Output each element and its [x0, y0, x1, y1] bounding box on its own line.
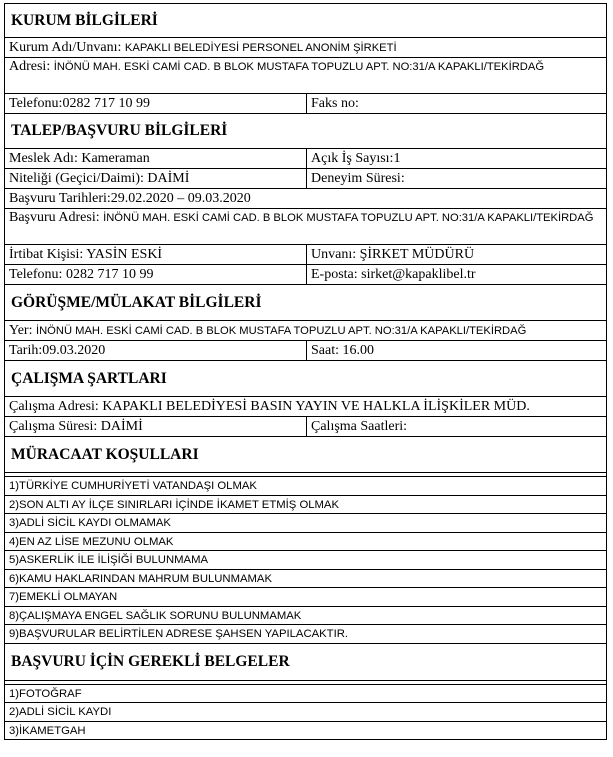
condition-text: 3)ADLİ SİCİL KAYDI OLMAMAK — [9, 517, 171, 529]
condition-text: 9)BAŞVURULAR BELİRTİLEN ADRESE ŞAHSEN YAPILACAKTIR. — [9, 628, 349, 640]
gorusme-saat: Saat: 16.00 — [311, 343, 374, 358]
kurum-telefon: Telefonu:0282 717 10 99 — [5, 94, 307, 113]
job-posting-form — [4, 3, 607, 740]
kurum-faks: Faks no: — [311, 96, 359, 111]
document-text: 2)ADLİ SİCİL KAYDI — [9, 706, 112, 718]
talep-irtibat-row — [5, 245, 606, 265]
kurum-adres-cell — [5, 58, 606, 93]
list-item — [5, 625, 606, 644]
talep-telefon: Telefonu: 0282 717 10 99 — [5, 265, 307, 284]
section-heading-talep — [5, 114, 606, 149]
kurum-adres-label: Adresi: — [9, 59, 51, 74]
kurum-ad-cell — [5, 38, 606, 57]
condition-text: 1)TÜRKİYE CUMHURİYETİ VATANDAŞI OLMAK — [9, 480, 257, 492]
kurum-ad-row — [5, 38, 606, 58]
list-item — [5, 551, 606, 570]
kurum-adres-row — [5, 58, 606, 94]
condition-text: 8)ÇALIŞMAYA ENGEL SAĞLIK SORUNU BULUNMAMAK — [9, 609, 302, 622]
talep-adres-value: İNÖNÜ MAH. ESKİ CAMİ CAD. B BLOK MUSTAFA TOPUZLU APT. NO:31/A KAPAKLI/TEKİRDAĞ — [103, 212, 594, 224]
section-heading-belgeler — [5, 644, 606, 681]
list-item — [5, 722, 606, 741]
talep-irtibat: İrtibat Kişisi: YASİN ESKİ — [5, 245, 307, 264]
condition-text: 7)EMEKLİ OLMAYAN — [9, 591, 118, 603]
talep-niteligi: Niteliği (Geçici/Daimi): DAİMİ — [5, 169, 307, 188]
talep-adres-row — [5, 209, 606, 245]
kurum-iletisim-row — [5, 94, 606, 114]
talep-adres-cell — [5, 209, 606, 244]
section-title: ÇALIŞMA ŞARTLARI — [11, 369, 167, 387]
calisma-saatler: Çalışma Saatleri: — [311, 419, 408, 434]
talep-deneyim: Deneyim Süresi: — [311, 171, 405, 186]
list-item — [5, 533, 606, 552]
talep-eposta: E-posta: sirket@kapaklibel.tr — [311, 267, 476, 282]
talep-tarih-row — [5, 189, 606, 209]
list-item — [5, 685, 606, 704]
calisma-adres-row — [5, 397, 606, 417]
calisma-adres: Çalışma Adresi: KAPAKLI BELEDİYESİ BASIN YAYIN VE HALKLA İLİŞKİLER MÜD. — [9, 399, 530, 414]
gorusme-yer-value: İNÖNÜ MAH. ESKİ CAMİ CAD. B BLOK MUSTAFA TOPUZLU APT. NO:31/A KAPAKLI/TEKİRDAĞ — [35, 325, 527, 337]
calisma-sure-row — [5, 417, 606, 437]
section-title: MÜRACAAT KOŞULLARI — [11, 445, 199, 463]
talep-acik-is: Açık İş Sayısı:1 — [311, 151, 401, 166]
section-heading-gorusme — [5, 285, 606, 321]
list-item — [5, 477, 606, 496]
list-item — [5, 588, 606, 607]
talep-unvan: Unvanı: ŞİRKET MÜDÜRÜ — [311, 247, 475, 262]
gorusme-yer-cell — [5, 321, 606, 340]
condition-text: 4)EN AZ LİSE MEZUNU OLMAK — [9, 535, 174, 548]
condition-text: 2)SON ALTI AY İLÇE SINIRLARI İÇİNDE İKAMET ETMİŞ OLMAK — [9, 498, 339, 511]
condition-text: 5)ASKERLİK İLE İLİŞİĞİ BULUNMAMA — [9, 554, 209, 566]
gorusme-yer-label: Yer: — [9, 323, 33, 338]
talep-nitelik-row — [5, 169, 606, 189]
list-item — [5, 514, 606, 533]
condition-text: 6)KAMU HAKLARINDAN MAHRUM BULUNMAMAK — [9, 572, 272, 585]
section-heading-muracaat — [5, 437, 606, 473]
talep-iletisim-row — [5, 265, 606, 285]
document-text: 1)FOTOĞRAF — [9, 687, 82, 700]
section-heading-calisma — [5, 361, 606, 397]
gorusme-zaman-row — [5, 341, 606, 361]
kurum-ad-value: KAPAKLI BELEDİYESİ PERSONEL ANONİM ŞİRKETİ — [124, 42, 397, 54]
list-item — [5, 703, 606, 722]
list-item — [5, 570, 606, 589]
talep-meslek-row — [5, 149, 606, 169]
talep-tarihler: Başvuru Tarihleri:29.02.2020 – 09.03.2020 — [9, 191, 251, 206]
gorusme-tarih: Tarih:09.03.2020 — [5, 341, 307, 360]
gorusme-yer-row — [5, 321, 606, 341]
list-item — [5, 496, 606, 515]
section-heading-kurum — [5, 4, 606, 38]
kurum-ad-label: Kurum Adı/Unvanı: — [9, 40, 122, 55]
section-title: GÖRÜŞME/MÜLAKAT BİLGİLERİ — [11, 293, 262, 311]
section-title: BAŞVURU İÇİN GEREKLİ BELGELER — [11, 652, 290, 670]
list-item — [5, 607, 606, 626]
document-text: 3)İKAMETGAH — [9, 724, 86, 737]
calisma-sure: Çalışma Süresi: DAİMİ — [5, 417, 307, 436]
talep-meslek: Meslek Adı: Kameraman — [5, 149, 307, 168]
talep-adres-label: Başvuru Adresi: — [9, 210, 100, 225]
kurum-adres-value: İNÖNÜ MAH. ESKİ CAMİ CAD. B BLOK MUSTAFA TOPUZLU APT. NO:31/A KAPAKLI/TEKİRDAĞ — [53, 61, 545, 73]
section-title: KURUM BİLGİLERİ — [11, 11, 158, 29]
section-title: TALEP/BAŞVURU BİLGİLERİ — [11, 122, 228, 139]
